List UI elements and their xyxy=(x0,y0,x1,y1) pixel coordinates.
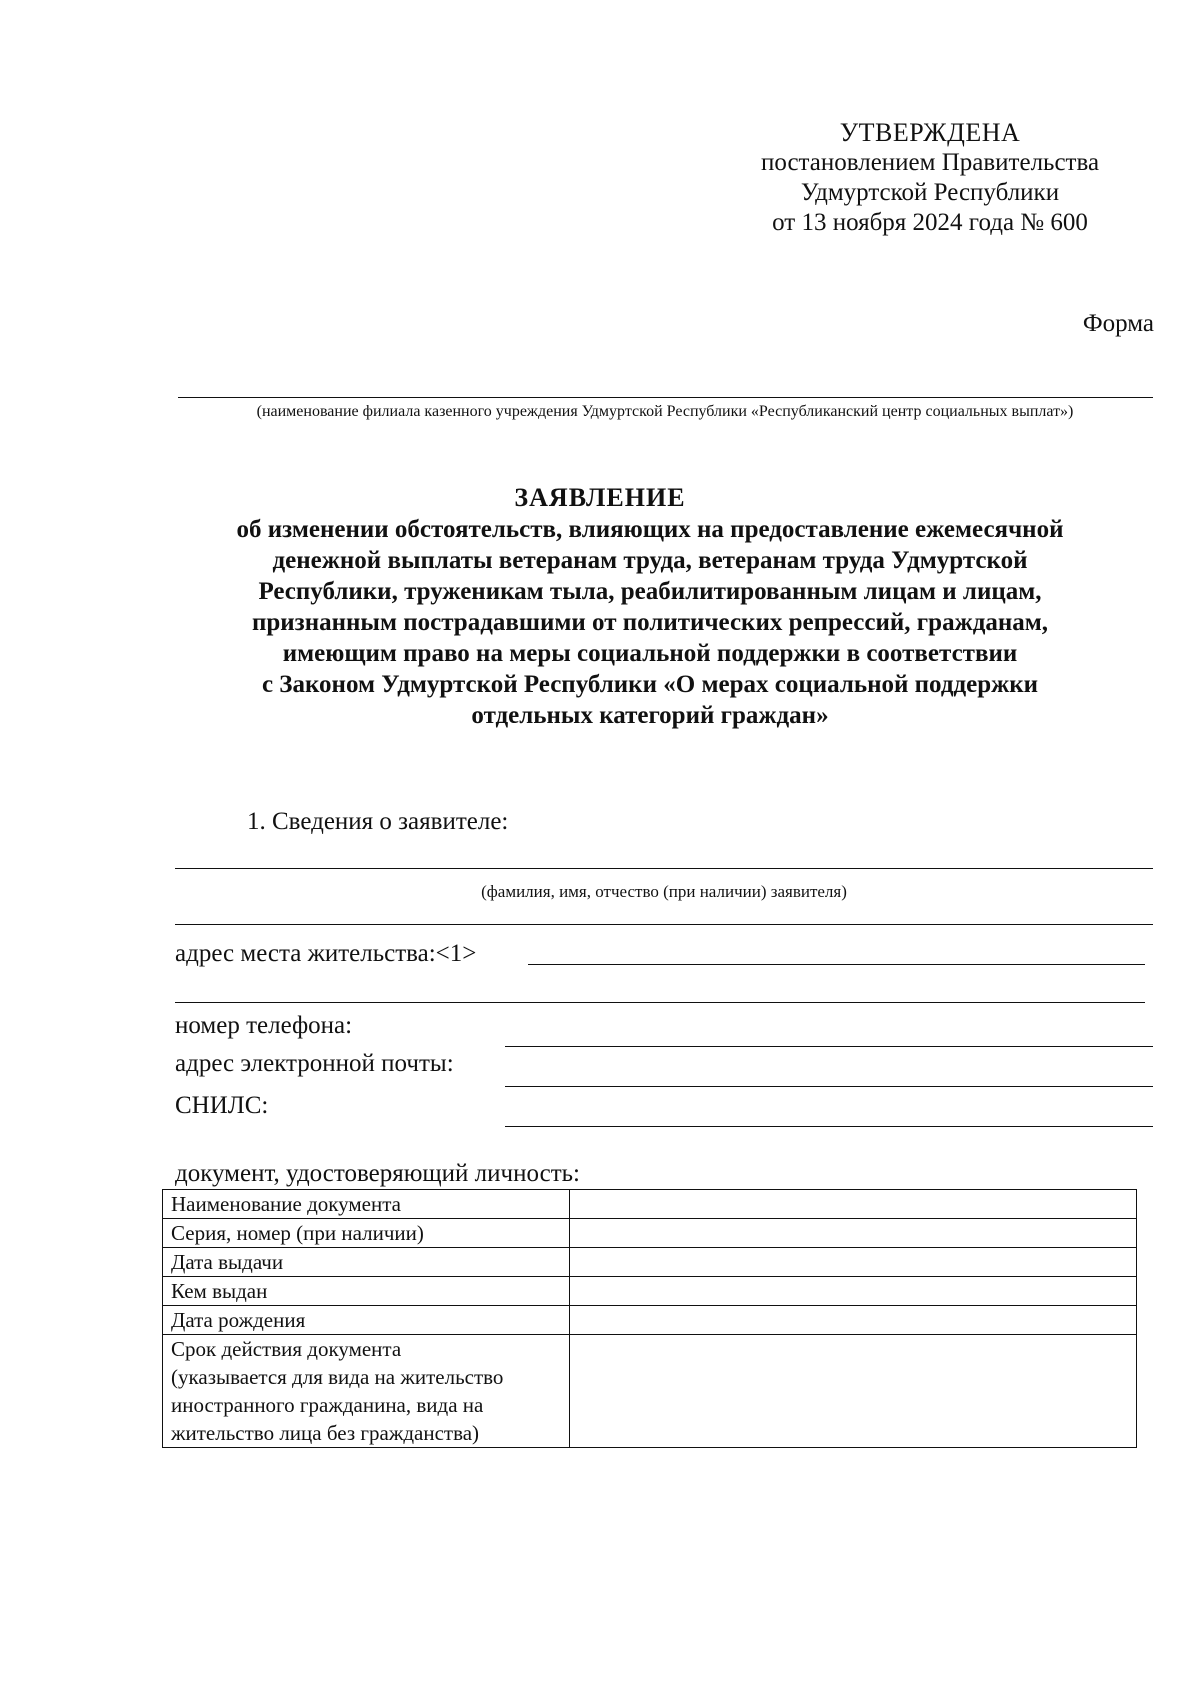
subtitle-line: об изменении обстоятельств, влияющих на предоставление ежемесячной xyxy=(236,516,1064,543)
series-number-cell[interactable] xyxy=(570,1219,1137,1248)
fio-caption: (фамилия, имя, отчество (при наличии) заявителя) xyxy=(481,882,847,901)
validity-line: (указывается для вида на жительство xyxy=(171,1365,504,1389)
subtitle-line: признанным пострадавшими от политических репрессий, гражданам, xyxy=(251,609,1049,636)
table-row xyxy=(163,1306,1137,1335)
validity-cell[interactable] xyxy=(570,1335,1137,1448)
issued-by-cell[interactable] xyxy=(570,1277,1137,1306)
id-document-label: документ, удостоверяющий личность: xyxy=(175,1160,580,1187)
row-label: Кем выдан xyxy=(163,1277,570,1306)
table-row xyxy=(163,1248,1137,1277)
fio-line-2[interactable] xyxy=(175,924,1153,925)
approval-line-1: постановлением Правительства xyxy=(760,149,1100,176)
subtitle-line: имеющим право на меры социальной поддержки в соответствии xyxy=(282,640,1018,667)
approval-block xyxy=(700,118,1160,238)
validity-label xyxy=(163,1335,570,1448)
section-1-title: 1. Сведения о заявителе: xyxy=(247,808,509,835)
branch-caption: (наименование филиала казенного учреждения Удмуртской Республики «Республиканский центр социальных выплат») xyxy=(256,403,1074,420)
subtitle-line: с Законом Удмуртской Республики «О мерах социальной поддержки xyxy=(261,671,1039,698)
form-label: Форма xyxy=(1082,310,1154,337)
approval-title: УТВЕРЖДЕНА xyxy=(839,118,1021,147)
address-label: адрес места жительства:<1> xyxy=(175,940,477,967)
table-row xyxy=(163,1335,1137,1448)
branch-name-line[interactable] xyxy=(178,397,1153,398)
row-label: Наименование документа xyxy=(163,1190,570,1219)
address-line-2[interactable] xyxy=(175,1002,1145,1003)
fio-line[interactable] xyxy=(175,868,1153,869)
validity-line: жительство лица без гражданства) xyxy=(171,1421,480,1445)
document-title: ЗАЯВЛЕНИЕ xyxy=(514,483,686,512)
snils-label: СНИЛС: xyxy=(175,1092,269,1119)
address-line[interactable] xyxy=(528,964,1145,965)
email-line[interactable] xyxy=(505,1086,1153,1087)
id-document-table xyxy=(162,1189,1137,1448)
phone-line[interactable] xyxy=(505,1046,1153,1047)
email-label: адрес электронной почты: xyxy=(175,1050,454,1077)
validity-line: иностранного гражданина, вида на xyxy=(171,1393,484,1417)
issue-date-cell[interactable] xyxy=(570,1248,1137,1277)
row-label: Дата рождения xyxy=(163,1306,570,1335)
subtitle-line: отдельных категорий граждан» xyxy=(471,702,829,729)
subtitle-line: Республики, труженикам тыла, реабилитированным лицам и лицам, xyxy=(258,578,1042,605)
birth-date-cell[interactable] xyxy=(570,1306,1137,1335)
row-label: Дата выдачи xyxy=(163,1248,570,1277)
document-name-cell[interactable] xyxy=(570,1190,1137,1219)
table-row xyxy=(163,1277,1137,1306)
table-row xyxy=(163,1219,1137,1248)
phone-label: номер телефона: xyxy=(175,1012,353,1039)
approval-line-2: Удмуртской Республики xyxy=(800,179,1060,206)
document-subtitle xyxy=(170,514,1130,731)
row-label: Серия, номер (при наличии) xyxy=(163,1219,570,1248)
table-row xyxy=(163,1190,1137,1219)
approval-line-3: от 13 ноября 2024 года № 600 xyxy=(772,209,1088,236)
snils-line[interactable] xyxy=(505,1126,1153,1127)
validity-line: Срок действия документа xyxy=(171,1337,402,1361)
subtitle-line: денежной выплаты ветеранам труда, ветеранам труда Удмуртской xyxy=(272,547,1028,574)
